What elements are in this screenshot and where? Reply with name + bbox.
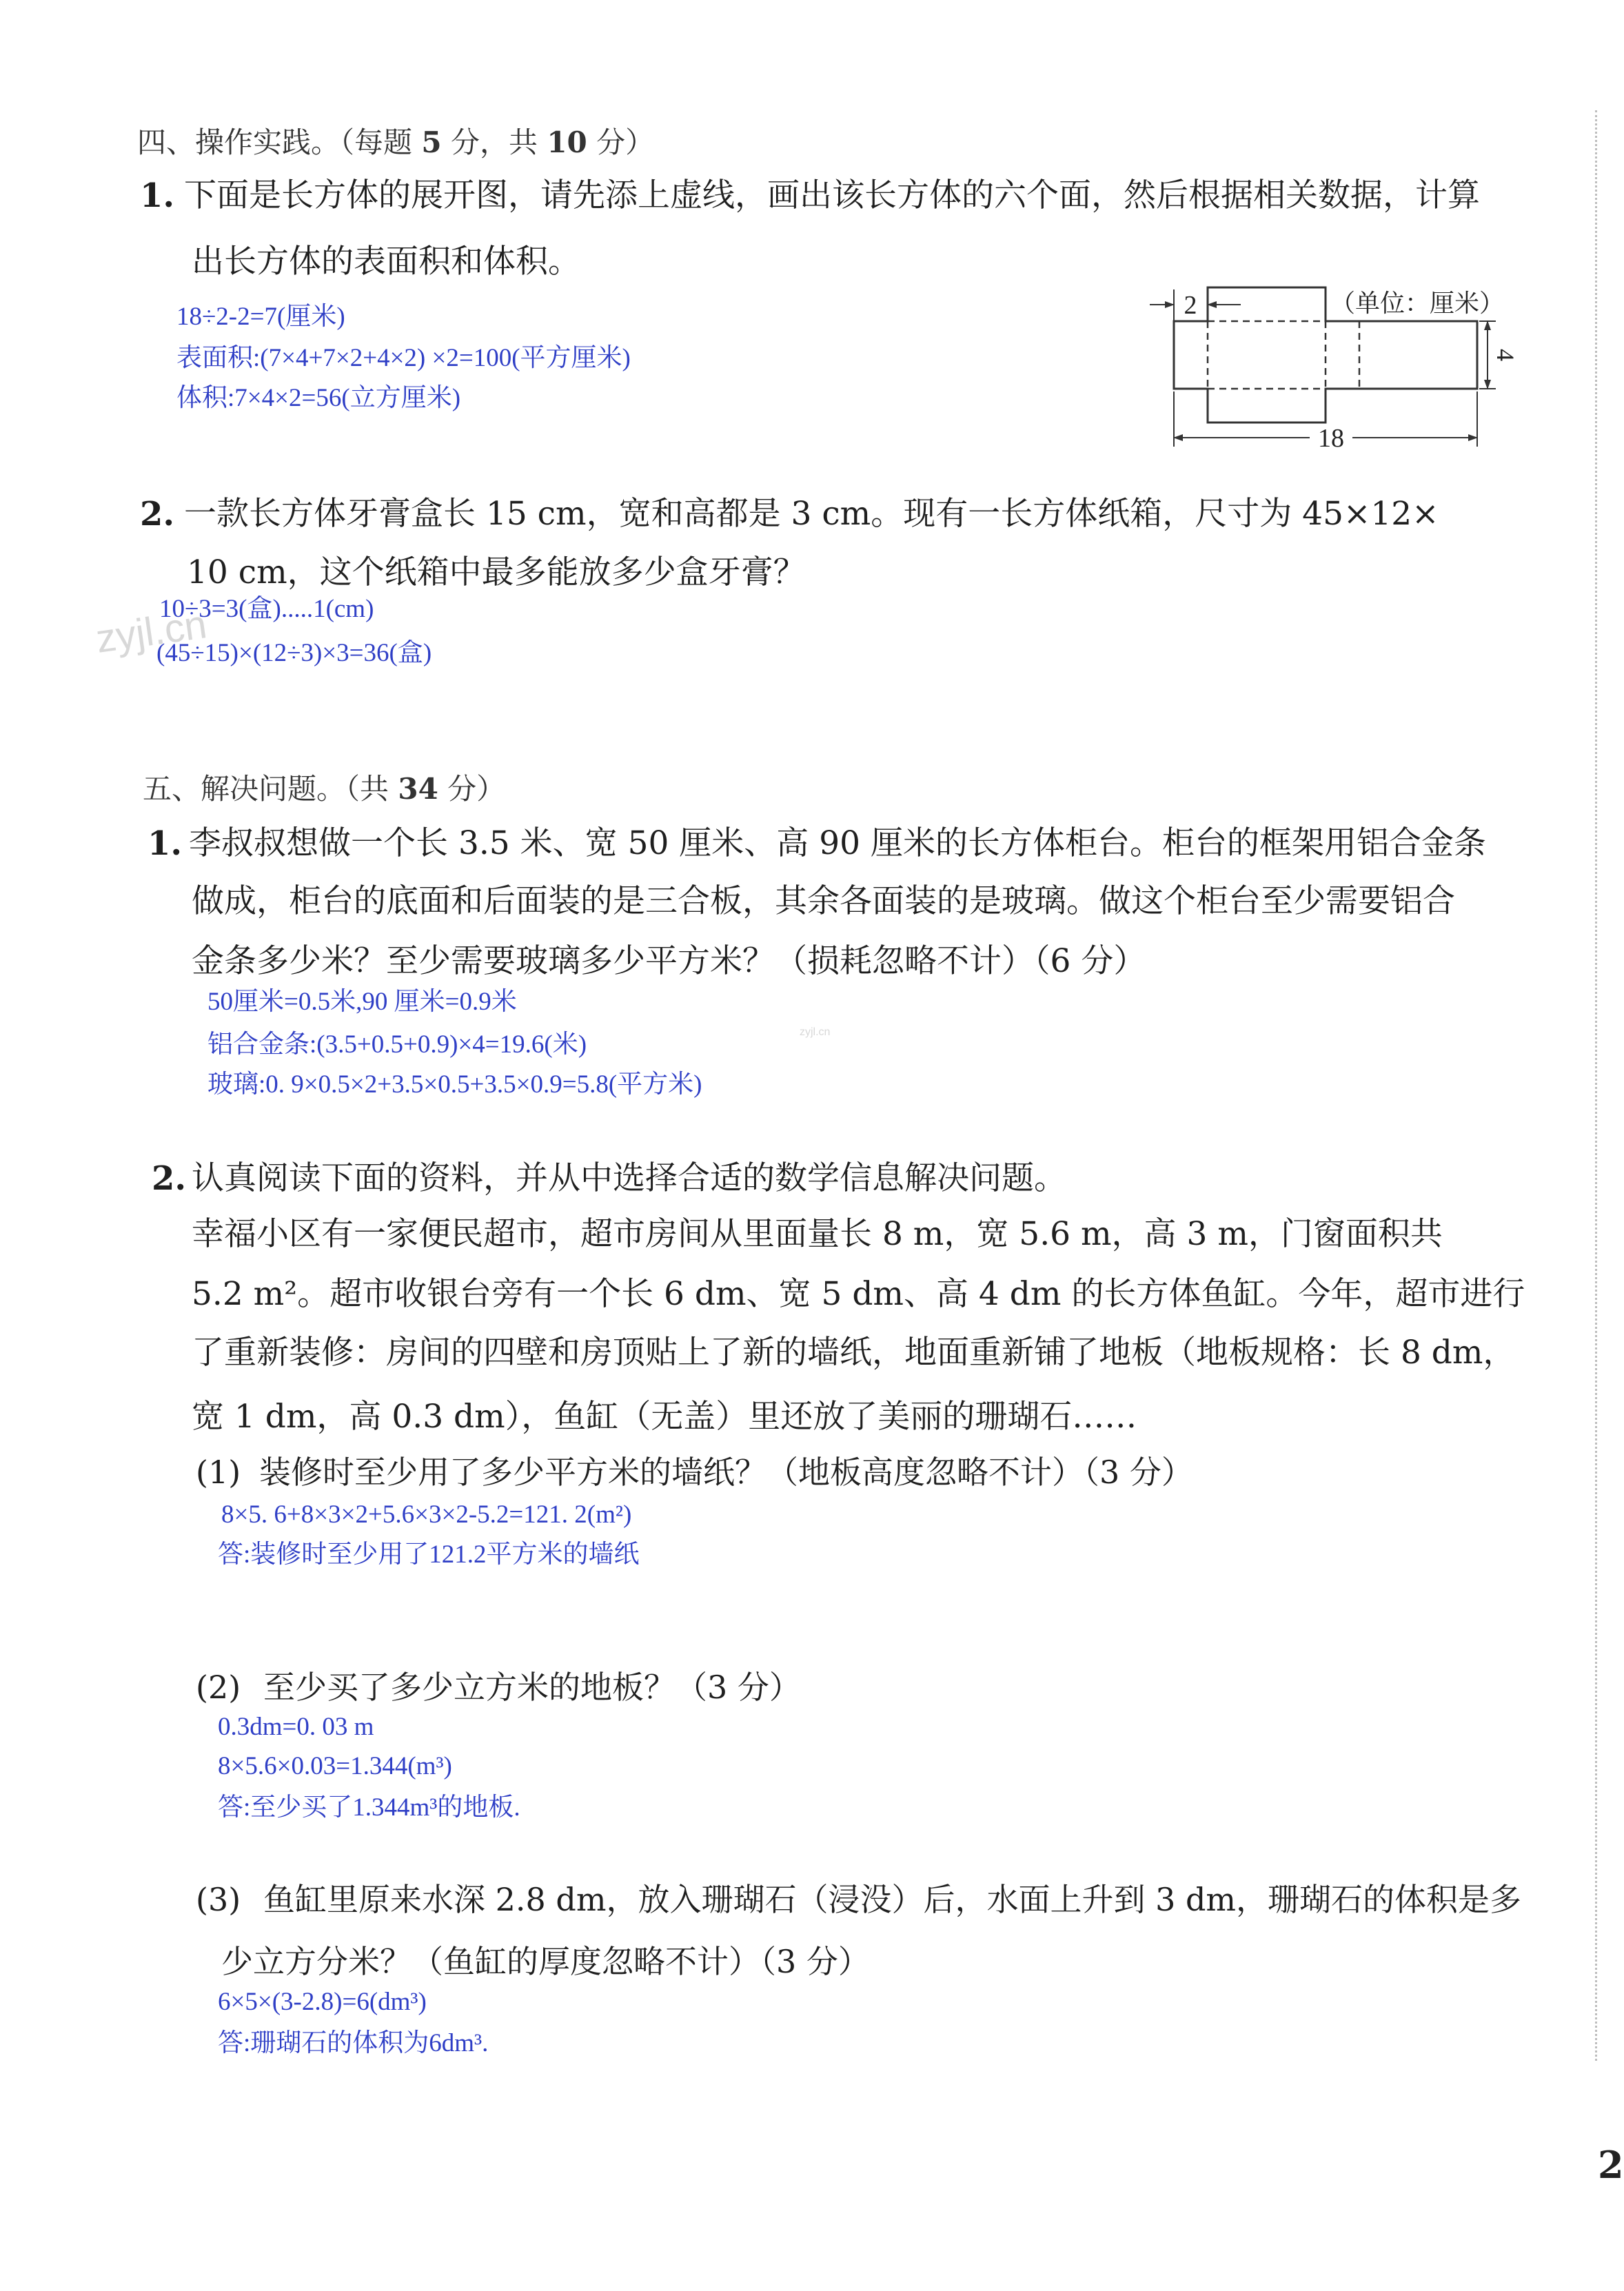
s5-question-1-answer: 铝合金条:(3.5+0.5+0.9)×4=19.6(米) (207, 1030, 587, 1059)
s4-question-1-number: 1. (140, 176, 175, 215)
sub-question-3-answer: 答:珊瑚石的体积为6dm³. (218, 2029, 489, 2057)
s4-question-2-line: 一款长方体牙膏盒长 15 cm，宽和高都是 3 cm。现有一长方体纸箱，尺寸为 45×12× (184, 495, 1439, 533)
s5-question-1-line: 金条多少米？至少需要玻璃多少平方米？（损耗忽略不计）（6 分） (192, 942, 1146, 980)
sub-question-3-label: (3) (196, 1881, 241, 1918)
s4-question-1-line: 下面是长方体的展开图，请先添上虚线，画出该长方体的六个面，然后根据相关数据，计算 (184, 176, 1480, 214)
sub-question-1-answer: 答:装修时至少用了121.2平方米的墙纸 (218, 1540, 640, 1569)
length-label: 18 (1318, 424, 1344, 453)
s5-question-2-material-line: 5.2 m²。超市收银台旁有一个长 6 dm、宽 5 dm、高 4 dm 的长方体鱼缸。今年，超市进行 (192, 1275, 1525, 1313)
s5-question-2-material-line: 幸福小区有一家便民超市，超市房间从里面量长 8 m，宽 5.6 m，高 3 m，门窗面积共 (192, 1215, 1443, 1253)
sub-question-3-line: 鱼缸里原来水深 2.8 dm，放入珊瑚石（浸没）后，水面上升到 3 dm，珊瑚石的体积是多 (263, 1881, 1522, 1918)
sub-question-2-label: (2) (196, 1669, 241, 1706)
section-4-points-open: （每题 (340, 125, 422, 159)
binding-dotted-line (1595, 110, 1597, 2061)
s4-question-1-line: 出长方体的表面积和体积。 (192, 243, 580, 281)
s5-question-1-answer: 玻璃:0. 9×0.5×2+3.5×0.5+3.5×0.9=5.8(平方米) (207, 1070, 702, 1099)
section-4-points-mid: 分，共 (441, 125, 547, 159)
s4-question-2-answer: (45÷15)×(12÷3)×3=36(盒) (156, 639, 432, 667)
s4-question-1-answer: 表面积:(7×4+7×2+4×2) ×2=100(平方厘米) (176, 344, 631, 372)
section-4-heading (137, 125, 655, 159)
sub-question-3-answer: 6×5×(3-2.8)=6(dm³) (218, 1988, 427, 2016)
s4-question-2-line: 10 cm，这个纸箱中最多能放多少盒牙膏？ (187, 553, 806, 591)
s5-question-1-number: 1. (148, 824, 183, 863)
s4-question-1-answer: 体积:7×4×2=56(立方厘米) (176, 384, 461, 412)
unit-label: （单位：厘米） (1330, 289, 1505, 317)
section-5-points-close: 分） (438, 772, 506, 806)
s4-question-1-answer: 18÷2-2=7(厘米) (176, 303, 345, 331)
section-4-points-each: 5 (421, 125, 442, 159)
s5-question-1-line: 李叔叔想做一个长 3.5 米、宽 50 厘米、高 90 厘米的长方体柜台。柜台的框架用铝合金条 (189, 824, 1486, 862)
section-4-points-total: 10 (547, 125, 587, 159)
sub-question-1-line: 装修时至少用了多少平方米的墙纸？（地板高度忽略不计）（3 分） (259, 1454, 1193, 1491)
s5-question-2-number: 2. (152, 1159, 187, 1198)
section-5-points-total: 34 (398, 772, 438, 806)
s4-question-2-answer: 10÷3=3(盒).....1(cm) (159, 595, 374, 623)
sub-question-3-line: 少立方分米？（鱼缸的厚度忽略不计）（3 分） (221, 1943, 870, 1980)
section-5-points-open: （共 (345, 772, 398, 806)
sub-question-2-line: 至少买了多少立方米的地板？（3 分） (263, 1669, 801, 1706)
section-4-points-close: 分） (587, 125, 655, 159)
sub-question-2-answer: 0.3dm=0. 03 m (218, 1713, 374, 1741)
cuboid-net-diagram (1137, 276, 1523, 455)
watermark: zyjl.cn (93, 602, 210, 662)
s5-question-2-intro: 认真阅读下面的资料，并从中选择合适的数学信息解决问题。 (192, 1159, 1066, 1197)
sub-question-1-answer: 8×5. 6+8×3×2+5.6×3×2-5.2=121. 2(m²) (221, 1500, 632, 1529)
sub-question-2-answer: 答:至少买了1.344m³的地板. (218, 1793, 520, 1822)
section-5-title: 五、解决问题。 (143, 772, 346, 806)
s4-question-2-number: 2. (140, 495, 175, 533)
s5-question-1-answer: 50厘米=0.5米,90 厘米=0.9米 (207, 988, 517, 1016)
height-label: 4 (1492, 349, 1519, 361)
s5-question-1-line: 做成，柜台的底面和后面装的是三合板，其余各面装的是玻璃。做这个柜台至少需要铝合 (192, 882, 1455, 920)
s5-question-2-material-line: 宽 1 dm，高 0.3 dm），鱼缸（无盖）里还放了美丽的珊瑚石…… (192, 1398, 1137, 1436)
section-4-title: 四、操作实践。 (137, 125, 341, 159)
width-label: 2 (1184, 291, 1197, 320)
watermark: zyjl.cn (800, 1026, 831, 1038)
s5-question-2-material-line: 了重新装修：房间的四壁和房顶贴上了新的墙纸，地面重新铺了地板（地板规格：长 8 dm， (192, 1334, 1516, 1372)
section-5-heading (143, 772, 506, 806)
page-number: 2 (1598, 2143, 1624, 2187)
sub-question-2-answer: 8×5.6×0.03=1.344(m³) (218, 1752, 452, 1780)
sub-question-1-label: (1) (196, 1454, 241, 1491)
